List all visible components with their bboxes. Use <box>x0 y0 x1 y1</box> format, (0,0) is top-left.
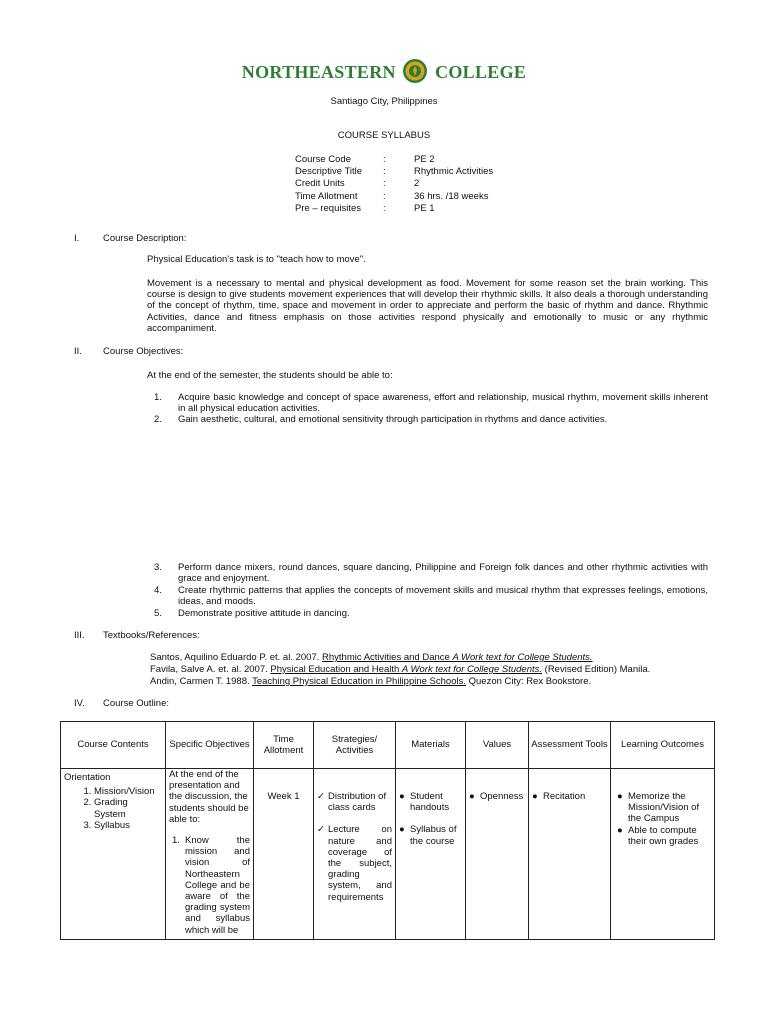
list-item: 3. Syllabus <box>94 820 162 831</box>
course-info-block <box>295 154 493 215</box>
bullet-icon: ● <box>617 791 623 802</box>
references-list <box>150 652 650 688</box>
list-item: ● Memorize the Mission/Vision of the Campus <box>617 791 700 825</box>
cell-time: Week 1 <box>254 769 314 940</box>
col-header-specific-objectives: Specific Objectives <box>166 722 254 769</box>
cell-outcomes <box>611 769 715 940</box>
cell-assessment <box>529 769 611 940</box>
logo-word-left: NORTHEASTERN <box>241 62 396 82</box>
reference-item: Andin, Carmen T. 1988. Teaching Physical Education in Philippine Schools. Quezon City: Rex Bookstore. <box>150 676 592 687</box>
objective-detail: 1. Know the mission and vision of Northeastern College and be aware of the grading system and syllabus which will be <box>172 835 250 936</box>
section-heading-objectives: II. Course Objectives: <box>74 346 184 357</box>
objective-item-5: 5. Demonstrate positive attitude in dancing. <box>154 608 350 619</box>
info-row-credit-units: Credit Units : 2 <box>295 178 420 190</box>
description-paragraph-2: Movement is a necessary to mental and physical development as food. Movement for some reason set the brain working. This course is design to give students movement experiences that will develop their rhythmic skills. It also deals a thorough understanding of the concept of rhythm, time, space and movement in order to appreciate and perform the basic of rhythm and dance. Rhythmic Activities, dance and fitness emphasis on those activities respond physically and emotionally to music or any rhythmic accompaniment. <box>147 278 708 334</box>
list-item: ● Openness <box>469 791 524 802</box>
bullet-icon: ● <box>399 791 405 802</box>
bullet-icon: ● <box>469 791 475 802</box>
list-item: ● Recitation <box>532 791 586 802</box>
list-item: ● Able to compute their own grades <box>617 824 699 847</box>
outcomes-list <box>617 791 711 847</box>
strategies-list <box>317 791 392 903</box>
list-item: 2. Grading System <box>94 797 162 819</box>
objectives-intro: At the end of the semester, the students should be able to: <box>147 370 393 381</box>
section-heading-description: I. Course Description: <box>74 233 187 244</box>
description-paragraph-1: Physical Education's task is to "teach how to move". <box>147 254 366 265</box>
col-header-course-contents: Course Contents <box>61 722 166 769</box>
reference-item: Favila, Salve A. et. al. 2007. Physical Education and Health A Work text for College Students. (Revised Edition) Manila. <box>150 664 651 675</box>
section-heading-references: III. Textbooks/References: <box>74 630 200 641</box>
reference-item: Santos, Aquilino Eduardo P. et. al. 2007. Rhythmic Activities and Dance A Work text for College Students. <box>150 652 593 663</box>
col-header-values: Values <box>466 722 529 769</box>
document-title: COURSE SYLLABUS <box>337 130 431 141</box>
cell-course-contents <box>61 769 166 940</box>
cell-materials <box>396 769 466 940</box>
cell-specific-objectives <box>166 769 254 940</box>
college-seal-icon <box>402 58 428 87</box>
table-header-row <box>61 722 715 769</box>
course-outline-table <box>60 721 715 940</box>
objective-item-1: 1. Acquire basic knowledge and concept of space awareness, effort and relationship, musical rhythm, movement skills inherent in all physical education activities. <box>154 392 708 415</box>
info-row-descriptive-title: Descriptive Title : Rhythmic Activities <box>295 166 494 178</box>
col-header-strategies: Strategies/ Activities <box>314 722 396 769</box>
bullet-icon: ● <box>617 824 623 836</box>
objective-item-2: 2. Gain aesthetic, cultural, and emotional sensitivity through participation in rhythms and dance activities. <box>154 414 608 425</box>
list-item: ● Student handouts <box>399 791 450 814</box>
assessment-list <box>532 791 607 802</box>
bullet-icon: ● <box>532 791 538 802</box>
college-logo <box>0 58 768 87</box>
info-row-prerequisites: Pre – requisites : PE 1 <box>295 202 435 214</box>
objective-item-3: 3. Perform dance mixers, round dances, square dancing, Philippine and Foreign folk dances and other rhythmic activities with grace and enjoyment. <box>154 562 708 585</box>
list-item: ● Syllabus of the course <box>399 824 457 847</box>
check-icon: ✓ <box>317 824 325 836</box>
objectives-intro-text: At the end of the presentation and the discussion, the students should be able to: <box>169 769 249 825</box>
materials-list <box>399 791 462 847</box>
content-title: Orientation <box>64 772 111 783</box>
list-item: ✓ Lecture on nature and coverage of the subject, grading system, and requirements <box>317 824 392 903</box>
values-list <box>469 791 525 802</box>
list-item: 1. Mission/Vision <box>94 786 162 797</box>
info-row-course-code: Course Code : PE 2 <box>295 154 435 165</box>
location-text: Santiago City, Philippines <box>330 96 438 107</box>
content-list <box>64 786 162 831</box>
col-header-time-allotment: Time Allotment <box>254 722 314 769</box>
check-icon: ✓ <box>317 791 325 802</box>
col-header-assessment: Assessment Tools <box>529 722 611 769</box>
list-item: ✓ Distribution of class cards <box>317 791 387 814</box>
section-heading-outline: IV. Course Outline: <box>74 698 170 709</box>
col-header-materials: Materials <box>396 722 466 769</box>
table-row <box>61 769 715 940</box>
bullet-icon: ● <box>399 824 405 836</box>
cell-values <box>466 769 529 940</box>
objective-item-4: 4. Create rhythmic patterns that applies the concepts of movement skills and musical rhythm that expresses feelings, emotions, ideas, and moods. <box>154 585 708 608</box>
logo-word-right: COLLEGE <box>435 62 527 82</box>
info-row-time-allotment: Time Allotment : 36 hrs. /18 weeks <box>295 190 489 202</box>
cell-strategies <box>314 769 396 940</box>
col-header-outcomes: Learning Outcomes <box>611 722 715 769</box>
